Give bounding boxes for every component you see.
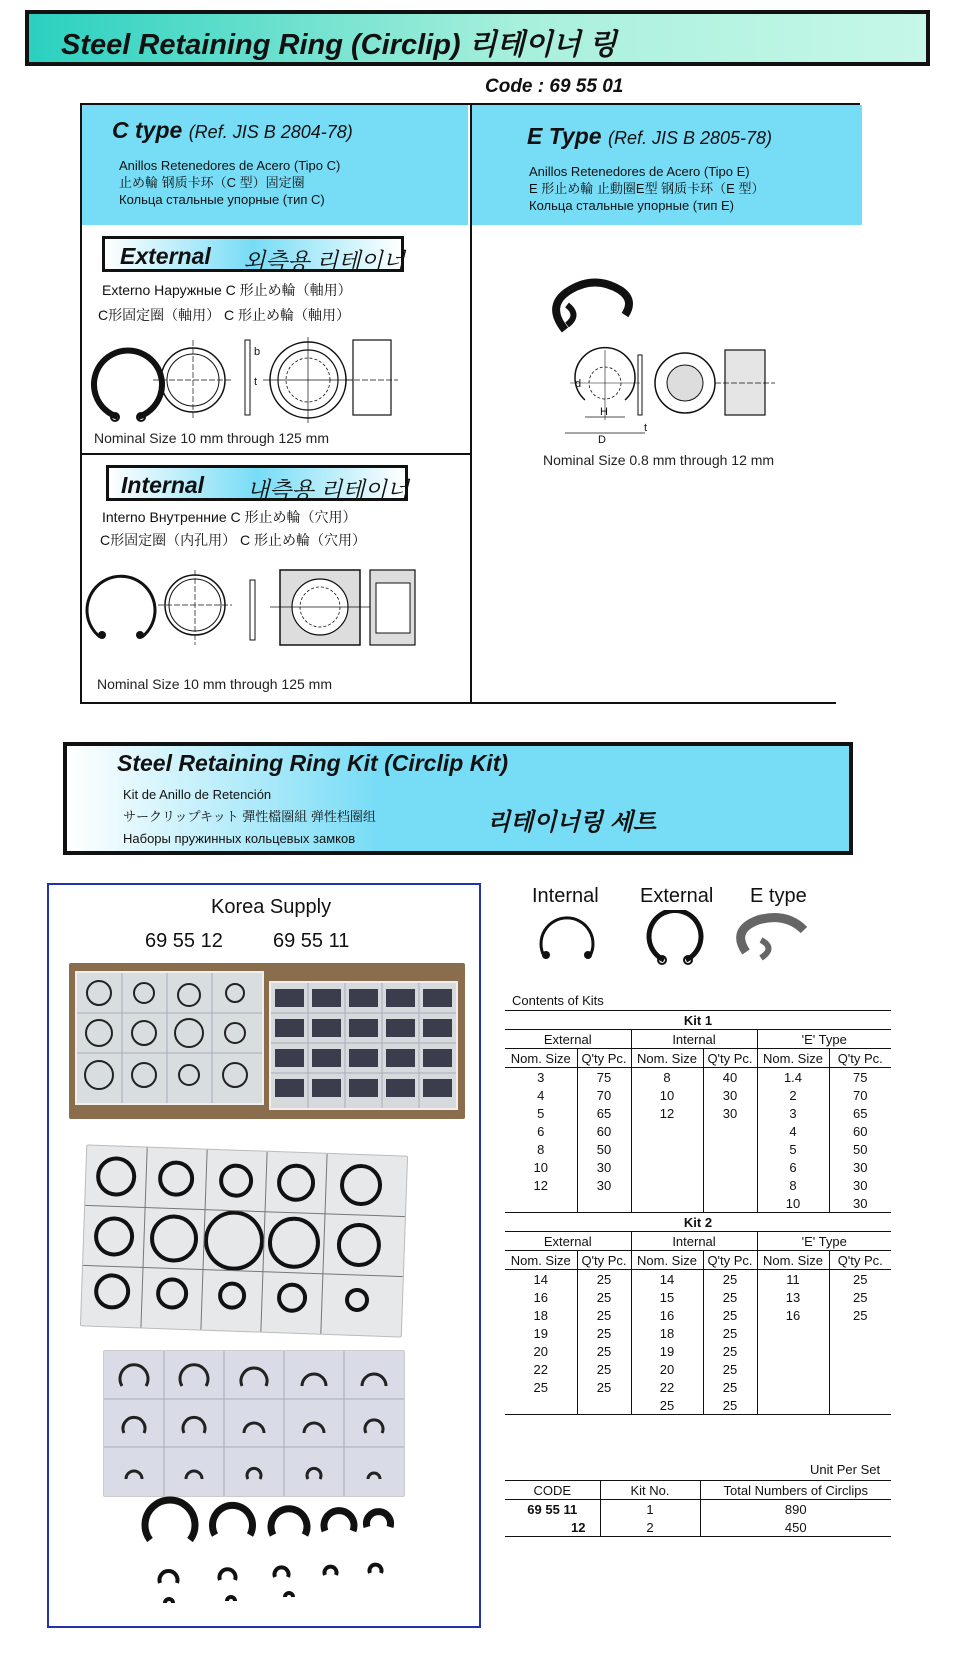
table-cell [757,1342,829,1360]
table-cell: 12 [631,1104,703,1122]
kit-box-right [269,981,458,1110]
col-header: Nom. Size [631,1251,703,1270]
table-cell: 12 [533,1177,548,1193]
external-ring-diagram [78,335,423,435]
table-cell: 8 [757,1176,829,1194]
table-cell: 40 [703,1068,757,1087]
table-row [505,1342,891,1360]
table-cell: 75 [829,1068,891,1087]
table-cell: 30 [829,1176,891,1194]
table-cell: 25 [577,1360,631,1378]
table-cell [703,1140,757,1158]
table-cell: 25 [577,1288,631,1306]
table-cell [631,1122,703,1140]
table-row [505,1104,891,1122]
internal-bore-side [370,570,415,645]
table-cell [829,1360,891,1378]
e-dim-D: D [598,434,606,445]
table-cell [577,1396,631,1415]
table-cell [577,1194,631,1213]
kit2-rows [505,1270,891,1415]
kit1-rows [505,1068,891,1213]
table-cell: 25 [703,1270,757,1289]
table-cell: 4 [757,1122,829,1140]
internal-bore-section [270,570,370,645]
table-row [505,1378,891,1396]
kit1-group-etype: 'E' Type [757,1030,891,1049]
unit-table [505,1480,891,1537]
table-cell: 25 [533,1379,548,1395]
kit-title: Steel Retaining Ring Kit (Circlip Kit) [117,750,509,776]
table-cell: 6 [537,1123,545,1139]
table-cell: 25 [703,1324,757,1342]
table-cell: 19 [631,1342,703,1360]
table-cell: 25 [577,1324,631,1342]
unit-row-total: 890 [700,1500,891,1519]
table-cell: 30 [703,1086,757,1104]
table-cell: 30 [577,1158,631,1176]
e-type-heading: E Type (Ref. JIS B 2805-78) [527,123,773,149]
dim-t: t [254,376,258,388]
table-row [505,1396,891,1415]
kit-korean: 리테이너링 세트 [487,809,656,836]
table-cell [829,1378,891,1396]
unit-row-code: 12 [571,1519,586,1535]
table-cell [631,1158,703,1176]
ring-type-external-label: External [640,885,714,907]
table-cell [829,1324,891,1342]
table-cell: 16 [757,1306,829,1324]
e-dim-d: d [575,378,582,390]
table-cell: 25 [829,1270,891,1289]
table-cell [829,1342,891,1360]
external-label-box: External 외측용 리테이너 [102,236,404,272]
table-row [505,1270,891,1289]
table-cell: 1.4 [757,1068,829,1087]
table-cell: 3 [757,1104,829,1122]
kit-photo-loose-eclips [135,1495,395,1610]
internal-line2: C形固定圈（内孔用） C 形止め輪（穴用） [100,532,366,548]
e-type-nominal: Nominal Size 0.8 mm through 12 mm [543,452,775,468]
table-row [505,1086,891,1104]
table-cell: 6 [757,1158,829,1176]
external-shaft-side [346,340,398,415]
e-type-lines: Anillos Retenedores de Acero (Tipo E) E 形止め輪 止動圈E型 钢质卡环（E 型） Кольца стальные упорные (тип Е) [529,164,765,213]
table-cell [631,1194,703,1213]
kit2-group-external: External [543,1233,592,1249]
internal-label-box: Internal 내측용 리테이너 [106,465,408,501]
table-row [505,1176,891,1194]
c-type-panel [82,105,468,225]
unit-row-total: 450 [700,1518,891,1537]
kit-box-left [75,971,264,1105]
supplier-label: Korea Supply [211,896,332,918]
kit-photo-frame [47,883,481,1628]
table-cell: 5 [537,1105,545,1121]
table-cell: 25 [577,1378,631,1396]
contents-title: Contents of Kits [512,993,604,1008]
col-header: Nom. Size [757,1049,829,1068]
internal-ring-icon [87,576,155,639]
c-type-heading: C type (Ref. JIS B 2804-78) [112,117,353,143]
product-code: Code : 69 55 01 [485,76,624,97]
table-cell: 20 [533,1343,548,1359]
ext-int-divider [80,453,470,455]
internal-ring-front-view [158,570,232,645]
photo-code-left: 69 55 12 [145,930,223,952]
table-cell: 25 [703,1288,757,1306]
table-cell: 10 [631,1086,703,1104]
table-cell: 25 [577,1270,631,1289]
kit1-label: Kit 1 [505,1011,891,1030]
e-dim-t: t [644,422,648,434]
table-cell: 25 [703,1306,757,1324]
unit-header-total: Total Numbers of Circlips [700,1481,891,1500]
table-row [505,1324,891,1342]
external-ring-icon [94,351,162,421]
table-cell: 25 [703,1342,757,1360]
c-type-lines: Anillos Retenedores de Acero (Tipo C) 止め輪 钢质卡环（C 型）固定圈 Кольца стальные упорные (тип С) [119,158,341,207]
kit-photo-eclips [103,1350,405,1497]
section-bottom-line [80,702,836,704]
table-row [505,1158,891,1176]
dim-b: b [254,346,261,358]
col-header: Q'ty Pc. [703,1049,757,1068]
table-cell: 25 [829,1306,891,1324]
table-cell: 25 [703,1396,757,1415]
table-cell: 16 [533,1289,548,1305]
internal-ring-side-view [250,580,255,640]
e-ring-drawing [550,345,780,445]
col-header: Nom. Size [510,1252,571,1268]
internal-nominal: Nominal Size 10 mm through 125 mm [97,676,332,692]
external-ring-side-view [245,340,260,415]
table-cell: 3 [537,1069,545,1085]
internal-ring-diagram [80,565,430,670]
table-cell [757,1396,829,1415]
e-type-panel [472,105,862,225]
table-cell: 14 [631,1270,703,1289]
kit2-label: Kit 2 [505,1213,891,1232]
external-ring-icon [649,910,701,964]
external-shaft-section [263,337,353,423]
table-cell: 19 [533,1325,548,1341]
kit-line2: サークリップキット 彈性檔圈組 弹性档圈组 [123,809,376,824]
external-line1: Externo Наружные C 形止め輪（軸用） [102,282,352,298]
table-cell: 30 [703,1104,757,1122]
table-cell: 25 [829,1288,891,1306]
table-row [505,1360,891,1378]
table-cell: 25 [703,1360,757,1378]
kit1-group-external: External [543,1031,592,1047]
table-cell: 60 [577,1122,631,1140]
table-cell [829,1396,891,1415]
table-cell: 22 [631,1378,703,1396]
table-cell [757,1378,829,1396]
table-cell: 25 [577,1306,631,1324]
kit-photo-rings [80,1144,408,1337]
table-cell: 10 [757,1194,829,1213]
external-line2: C形固定圈（軸用） C 形止め輪（軸用） [98,307,350,323]
photo-code-right: 69 55 11 [273,930,350,952]
table-cell: 30 [577,1176,631,1194]
kit-header [63,742,853,855]
unit-per-set-note: Unit Per Set [810,1462,881,1477]
table-row [505,1140,891,1158]
table-row [505,1194,891,1213]
col-header: Q'ty Pc. [829,1251,891,1270]
table-cell: 10 [533,1159,548,1175]
col-header: Nom. Size [631,1049,703,1068]
unit-row-kitno: 1 [600,1500,700,1519]
table-cell: 65 [577,1104,631,1122]
table-row [505,1122,891,1140]
table-cell: 5 [757,1140,829,1158]
table-row [505,1068,891,1087]
table-cell: 11 [757,1270,829,1289]
e-ring-icon [545,275,645,345]
table-cell: 8 [631,1068,703,1087]
table-cell: 25 [577,1342,631,1360]
e-dim-h: H [600,406,608,418]
unit-row-kitno: 2 [600,1518,700,1537]
kit2-group-internal: Internal [631,1232,757,1251]
table-cell [703,1194,757,1213]
external-ring-front-view [153,340,233,420]
table-cell: 50 [577,1140,631,1158]
ring-type-e-label: E type [750,885,807,907]
table-cell: 20 [631,1360,703,1378]
e-type-ring-icon [741,918,804,958]
table-cell: 65 [829,1104,891,1122]
table-cell [757,1360,829,1378]
unit-header-code: CODE [533,1482,572,1498]
kit1-group-internal: Internal [631,1030,757,1049]
table-cell: 4 [537,1087,545,1103]
table-cell: 18 [533,1307,548,1323]
table-cell [703,1158,757,1176]
ring-type-icons [536,910,836,970]
table-cell: 2 [757,1086,829,1104]
table-cell: 75 [577,1068,631,1087]
table-cell: 16 [631,1306,703,1324]
table-cell: 70 [829,1086,891,1104]
internal-ring-icon [541,918,593,959]
table-cell [631,1176,703,1194]
col-header: Nom. Size [757,1251,829,1270]
ring-type-internal-label: Internal [532,885,599,907]
table-cell: 18 [631,1324,703,1342]
table-cell: 8 [537,1141,545,1157]
kit-photo-boxes [69,963,465,1119]
table-cell [703,1176,757,1194]
external-nominal: Nominal Size 10 mm through 125 mm [94,430,329,446]
page-title: Steel Retaining Ring (Circlip) 리테이너 링 [61,29,617,61]
table-cell: 60 [829,1122,891,1140]
table-row [505,1306,891,1324]
title-bar [25,10,930,66]
table-cell: 25 [703,1378,757,1396]
table-cell [631,1140,703,1158]
col-header: Q'ty Pc. [577,1049,631,1068]
table-cell: 30 [829,1158,891,1176]
table-cell [505,1396,577,1415]
col-header: Q'ty Pc. [829,1049,891,1068]
unit-header-kitno: Kit No. [600,1481,700,1500]
table-cell: 15 [631,1288,703,1306]
col-header: Nom. Size [510,1050,571,1066]
table-cell: 70 [577,1086,631,1104]
kit-line1: Kit de Anillo de Retención [123,787,272,802]
kit-contents-table [505,1010,891,1417]
table-cell: 50 [829,1140,891,1158]
kit2-group-etype: 'E' Type [757,1232,891,1251]
table-cell [757,1324,829,1342]
table-cell [703,1122,757,1140]
table-cell: 22 [533,1361,548,1377]
table-cell: 13 [757,1288,829,1306]
table-row [505,1288,891,1306]
col-header: Q'ty Pc. [703,1251,757,1270]
table-cell [505,1194,577,1213]
kit-line3: Наборы пружинных кольцевых замков [123,831,356,846]
table-cell: 30 [829,1194,891,1213]
table-cell: 14 [533,1271,548,1287]
col-header: Q'ty Pc. [577,1251,631,1270]
unit-row-code: 69 55 11 [527,1501,578,1517]
internal-line1: Interno Внутренние C 形止め輪（穴用） [102,509,357,525]
table-cell: 25 [631,1396,703,1415]
